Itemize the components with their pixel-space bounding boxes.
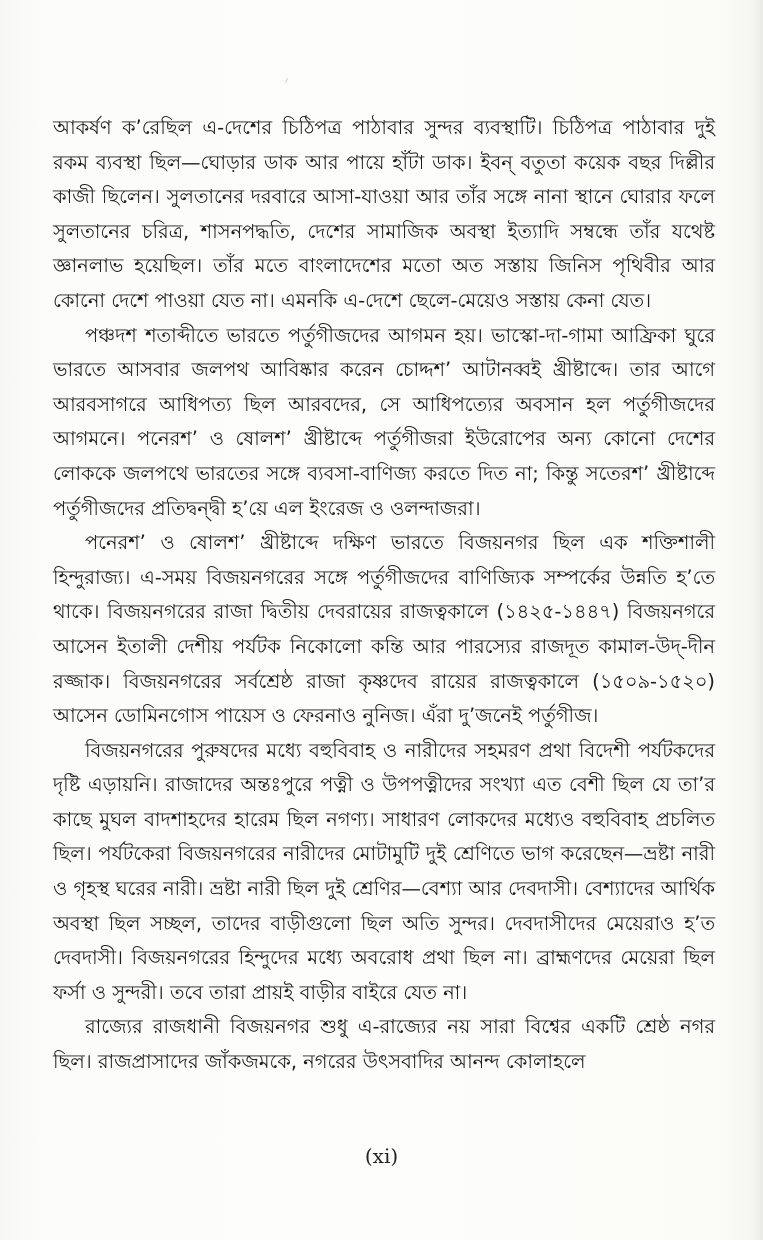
paragraph-4: বিজয়নগরের পুরুষদের মধ্যে বহুবিবাহ ও নারীদের সহমরণ প্রথা বিদেশী পর্যটকদের দৃষ্টি এড়ায়নি। রাজাদের অন্তঃপুরে পত্নী ও উপপত্নীদের সংখ্যা এত বেশী ছিল যে তা’র কাছে মুঘল বাদশাহদের হারেম ছিল নগণ্য। সাধারণ লোকদের মধ্যেও বহুবিবাহ প্রচলিত ছিল। পর্যটকেরা বিজয়নগরের নারীদের মোটামুটি দুই শ্রেণিতে ভাগ করেছেন—ভ্রষ্টা নারী ও গৃহস্থ ঘরের নারী। ভ্রষ্টা নারী ছিল দুই শ্রেণির—বেশ্যা আর দেবদাসী। বেশ্যাদের আর্থিক অবস্থা ছিল সচ্ছল, তাদের বাড়ীগুলো ছিল অতি সুন্দর। দেবদাসীদের মেয়েরাও হ’ত দেবদাসী। বিজয়নগরের হিন্দুদের মধ্যে অবরোধ প্রথা ছিল না। ব্রাহ্মণদের মেয়েরা ছিল ফর্সা ও সুন্দরী। তবে তারা প্রায়ই বাড়ীর বাইরে যেত না।	[53, 738, 715, 1004]
paragraph-3: পনেরশ’ ও ষোলশ’ খ্রীষ্টাব্দে দক্ষিণ ভারতে বিজয়নগর ছিল এক শক্তিশালী হিন্দুরাজ্য। এ-সময় বিজয়নগরের সঙ্গে পর্তুগীজদের বাণিজ্যিক সম্পর্কের উন্নতি হ’তে থাকে। বিজয়নগরের রাজা দ্বিতীয় দেবরায়ের রাজত্বকালে (১৪২৫-১৪৪৭) বিজয়নগরে আসেন ইতালী দেশীয় পর্যটক নিকোলো কন্তি আর পারস্যের রাজদূত কামাল-উদ্-দীন রজ্জাক। বিজয়নগরের সর্বশ্রেষ্ঠ রাজা কৃষ্ণদেব রায়ের রাজত্বকালে (১৫০৯-১৫২০) আসেন ডোমিনগোস পায়েস ও ফেরনাও নুনিজ। এঁরা দু’জনেই পর্তুগীজ।	[53, 531, 715, 728]
paragraph-1: আকর্ষণ ক’রেছিল এ-দেশের চিঠিপত্র পাঠাবার সুন্দর ব্যবস্থাটি। চিঠিপত্র পাঠাবার দুই রকম ব্যবস্থা ছিল—ঘোড়ার ডাক আর পায়ে হাঁটা ডাক। ইবন্ বতুতা কয়েক বছর দিল্লীর কাজী ছিলেন। সুলতানের দরবারে আসা-যাওয়া আর তাঁর সঙ্গে নানা স্থানে ঘোরার ফলে সুলতানের চরিত্র, শাসনপদ্ধতি, দেশের সামাজিক অবস্থা ইত্যাদি সম্বন্ধে তাঁর যথেষ্ট জ্ঞানলাভ হয়েছিল। তাঁর মতে বাংলাদেশের মতো অত সস্তায় জিনিস পৃথিবীর আর কোনো দেশে পাওয়া যেত না। এমনকি এ-দেশে ছেলে-মেয়েও সস্তায় কেনা যেত।	[53, 116, 715, 312]
page-number: (xi)	[364, 1144, 399, 1168]
body-text	[53, 111, 715, 1080]
page-edge-shadow	[753, 0, 763, 1240]
paragraph-2: পঞ্চদশ শতাব্দীতে ভারতে পর্তুগীজদের আগমন হয়। ভাস্কো-দা-গামা আফ্রিকা ঘুরে ভারতে আসবার জলপথ আবিষ্কার করেন চোদ্দশ’ আটানব্বই খ্রীষ্টাব্দে। তার আগে আরবসাগরে আধিপত্য ছিল আরবদের, সে আধিপত্যের অবসান হল পর্তুগীজদের আগমনে। পনেরশ’ ও ষোলশ’ খ্রীষ্টাব্দে পর্তুগীজরা ইউরোপের অন্য কোনো দেশের লোককে জলপথে ভারতের সঙ্গে ব্যবসা-বাণিজ্য করতে দিত না; কিন্তু সতেরশ’ খ্রীষ্টাব্দে পর্তুগীজদের প্রতিদ্বন্দ্বী হ’য়ে এল ইংরেজ ও ওলন্দাজরা।	[53, 323, 715, 520]
paragraph-5: রাজ্যের রাজধানী বিজয়নগর শুধু এ-রাজ্যের নয় সারা বিশ্বের একটি শ্রেষ্ঠ নগর ছিল। রাজপ্রাসাদের জাঁকজমকে, নগরের উৎসবাদির আনন্দ কোলাহলে	[53, 1015, 715, 1074]
paper-speck	[285, 78, 288, 83]
